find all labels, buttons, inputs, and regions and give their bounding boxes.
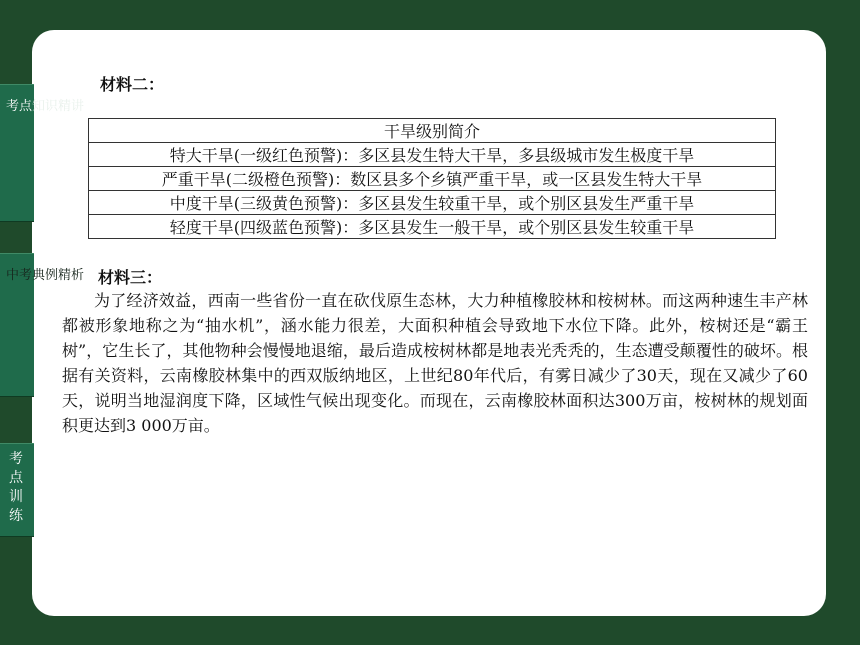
sidebar-tab-label: 考点训练 (9, 451, 23, 524)
sidebar-tab-label: 中考典例精析 (6, 268, 85, 283)
material2-heading: 材料二： (100, 75, 165, 94)
table-row (89, 191, 776, 215)
sidebar-tab-examples[interactable] (0, 253, 85, 397)
table-cell: 轻度干旱(四级蓝色预警)：多区县发生一般干旱，或个别区县发生较重干旱 (89, 215, 776, 239)
table-header: 干旱级别简介 (89, 119, 776, 143)
table-cell: 严重干旱(二级橙色预警)：数区县多个乡镇严重干旱，或一区县发生特大干旱 (89, 167, 776, 191)
table-cell: 中度干旱(三级黄色预警)：多区县发生较重干旱，或个别区县发生严重干旱 (89, 191, 776, 215)
table-row (89, 215, 776, 239)
table-cell: 特大干旱(一级红色预警)：多区县发生特大干旱，多县级城市发生极度干旱 (89, 143, 776, 167)
sidebar-tab-knowledge[interactable] (0, 84, 85, 222)
table-header-row (89, 119, 776, 143)
table-row (89, 143, 776, 167)
table-row (89, 167, 776, 191)
sidebar-tab-label: 考点知识精讲 (6, 99, 85, 114)
sidebar-tab-training[interactable] (0, 443, 34, 537)
material3-heading: 材料三： (98, 268, 163, 287)
drought-levels-table (88, 118, 776, 239)
material3-paragraph: 为了经济效益，西南一些省份一直在砍伐原生态林，大力种植橡胶林和桉树林。而这两种速生丰产林都被形象地称之为“抽水机”，涵水能力很差，大面积种植会导致地下水位下降。此外，桉树还是“霸王树”，它生长了，其他物种会慢慢地退缩，最后造成桉树林都是地表光秃秃的，生态遭受颠覆性的破坏。根据有关资料，云南橡胶林集中的西双版纳地区，上世纪80年代后，有雾日减少了30天，现在又减少了60天，说明当地湿润度下降，区域性气候出现变化。而现在，云南橡胶林面积达300万亩，桉树林的规划面积更达到3 000万亩。 (62, 291, 808, 435)
